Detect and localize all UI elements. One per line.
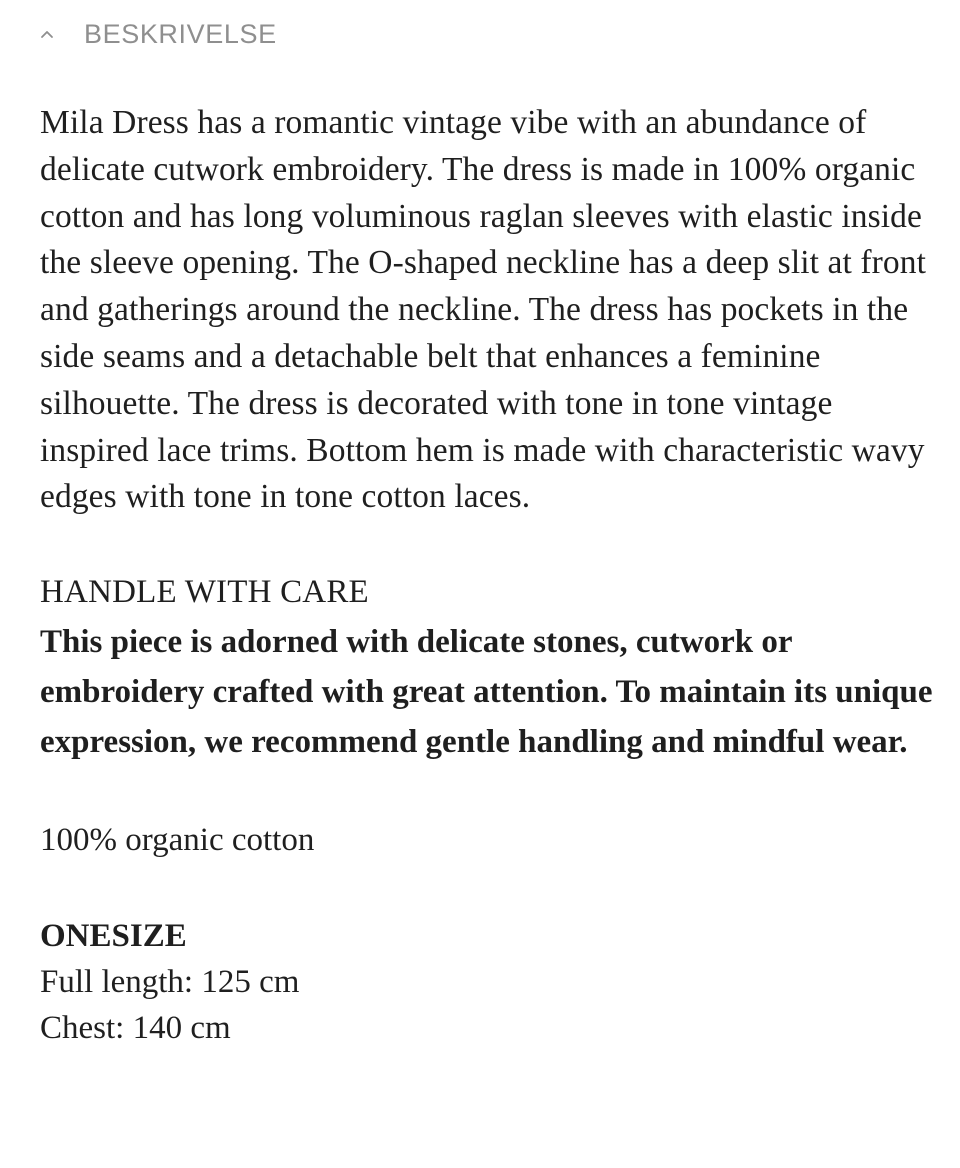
section-title: BESKRIVELSE	[84, 19, 277, 49]
care-heading: HANDLE WITH CARE	[40, 574, 369, 611]
material-info: 100% organic cotton	[40, 822, 315, 859]
description-content	[40, 100, 940, 1051]
description-accordion-toggle[interactable]	[40, 16, 277, 52]
chest-measure: Chest: 140 cm	[40, 1010, 231, 1047]
care-text: This piece is adorned with delicate stones, cutwork or embroidery crafted with great attention. To maintain its unique expression, we recommend gentle handling and mindful wear.	[40, 624, 933, 761]
full-length-measure: Full length: 125 cm	[40, 964, 300, 1001]
size-heading: ONESIZE	[40, 918, 187, 955]
product-description: Mila Dress has a romantic vintage vibe with an abundance of delicate cutwork embroidery. The dress is made in 100% organic cotton and has long voluminous raglan sleeves with elastic inside the sleeve opening. The O-shaped neckline has a deep slit at front and gatherings around the neckline. The dress has pockets in the side seams and a detachable belt that enhances a feminine silhouette. The dress is decorated with tone in tone vintage inspired lace trims. Bottom hem is made with characteristic wavy edges with tone in tone cotton laces.	[40, 104, 926, 516]
chevron-up-icon	[40, 16, 66, 52]
